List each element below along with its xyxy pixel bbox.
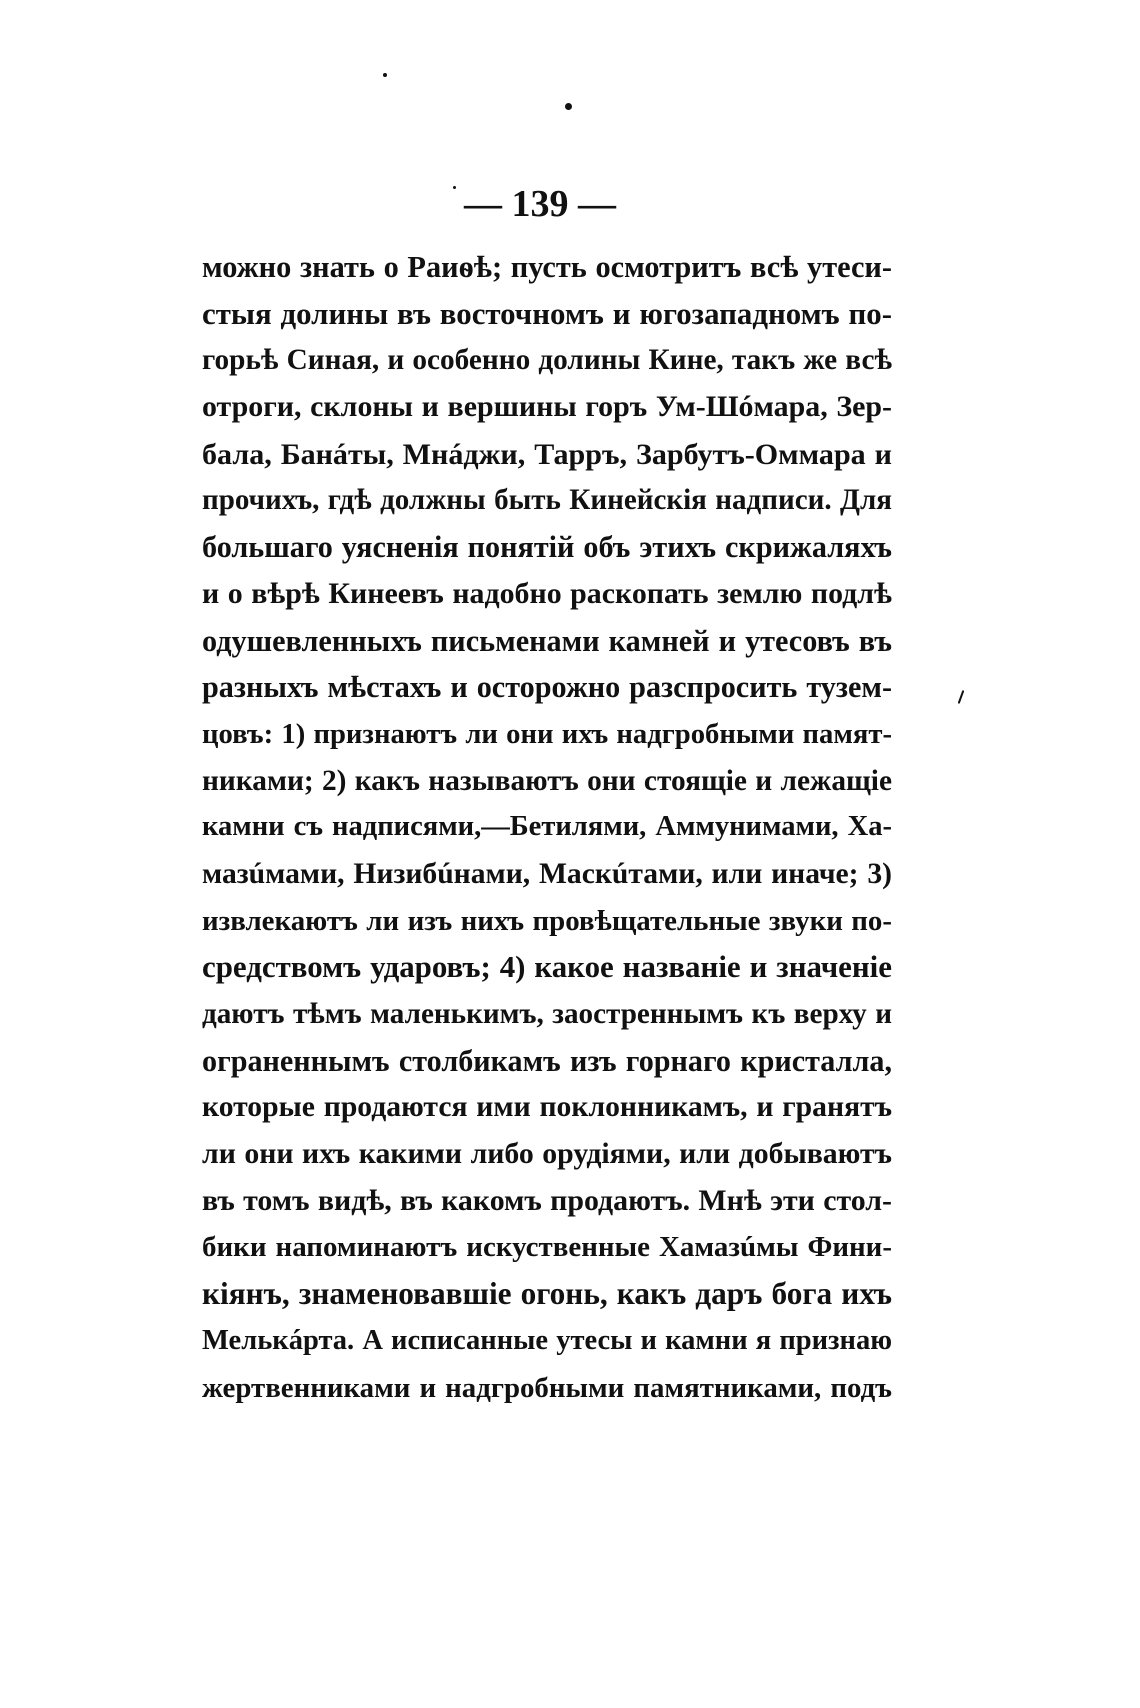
text-line: жертвенниками и надгробными памятниками, подъ <box>202 1371 892 1404</box>
text-line: прочихъ, гдѣ должны быть Кинейскія надписи. Для <box>202 484 892 517</box>
text-line: большаго уясненія понятій объ этихъ скрижаляхъ <box>202 530 892 565</box>
text-line: въ томъ видѣ, въ какомъ продаютъ. Мнѣ эти стол- <box>202 1183 892 1217</box>
text-line: средствомъ ударовъ; 4) какое названіе и значеніе <box>202 949 892 985</box>
text-line: одушевленныхъ письменами камней и утесовъ въ <box>202 623 892 658</box>
text-line: горьѣ Синая, и особенно долины Кине, такъ же всѣ <box>202 344 892 377</box>
text-line: извлекаютъ ли изъ нихъ провѣщательные звуки по- <box>202 904 892 937</box>
text-line: бики напоминаютъ искуственные Хамазúмы Фини- <box>202 1231 892 1264</box>
text-line: никами; 2) какъ называютъ они стоящіе и лежащіе <box>202 764 892 797</box>
text-line: разныхъ мѣстахъ и осторожно разспросить тузем- <box>202 670 892 705</box>
text-line: и о вѣрѣ Кинеевъ надобно раскопать землю подлѣ <box>202 576 892 610</box>
margin-speck <box>958 690 965 704</box>
text-line: камни съ надписями,—Бетилями, Аммунимами, Ха- <box>202 811 892 843</box>
text-line: Мелькáрта. А исписанные утесы и камни я признаю <box>202 1324 892 1356</box>
text-line: которые продаются ими поклонникамъ, и гранятъ <box>202 1091 892 1124</box>
text-line: бала, Банáты, Мнáджи, Тарръ, Зарбутъ-Оммара и <box>202 436 892 471</box>
text-line: стыя долины въ восточномъ и югозападномъ по- <box>202 295 892 331</box>
ink-speck <box>565 103 572 110</box>
text-line: цовъ: 1) признаютъ ли они ихъ надгробными памят- <box>202 717 892 750</box>
text-line: мазúмами, Низибúнами, Маскúтами, или иначе; 3) <box>202 857 892 890</box>
text-line: ли они ихъ какими либо орудіями, или добываютъ <box>202 1137 892 1171</box>
text-line: отроги, склоны и вершины горъ Ум-Шóмара, Зер- <box>202 390 892 424</box>
ink-speck <box>383 73 387 77</box>
text-line: кіянъ, знаменовавшіе огонь, какъ даръ бога ихъ <box>202 1276 892 1312</box>
text-line: можно знать о Раиѳѣ; пусть осмотритъ всѣ утеси- <box>202 250 892 284</box>
text-line: ограненнымъ столбикамъ изъ горнаго кристалла, <box>202 1043 892 1078</box>
page-number: — 139 — <box>464 183 616 225</box>
body-text <box>202 244 892 1411</box>
text-line: даютъ тѣмъ маленькимъ, заостреннымъ къ верху и <box>202 998 892 1030</box>
